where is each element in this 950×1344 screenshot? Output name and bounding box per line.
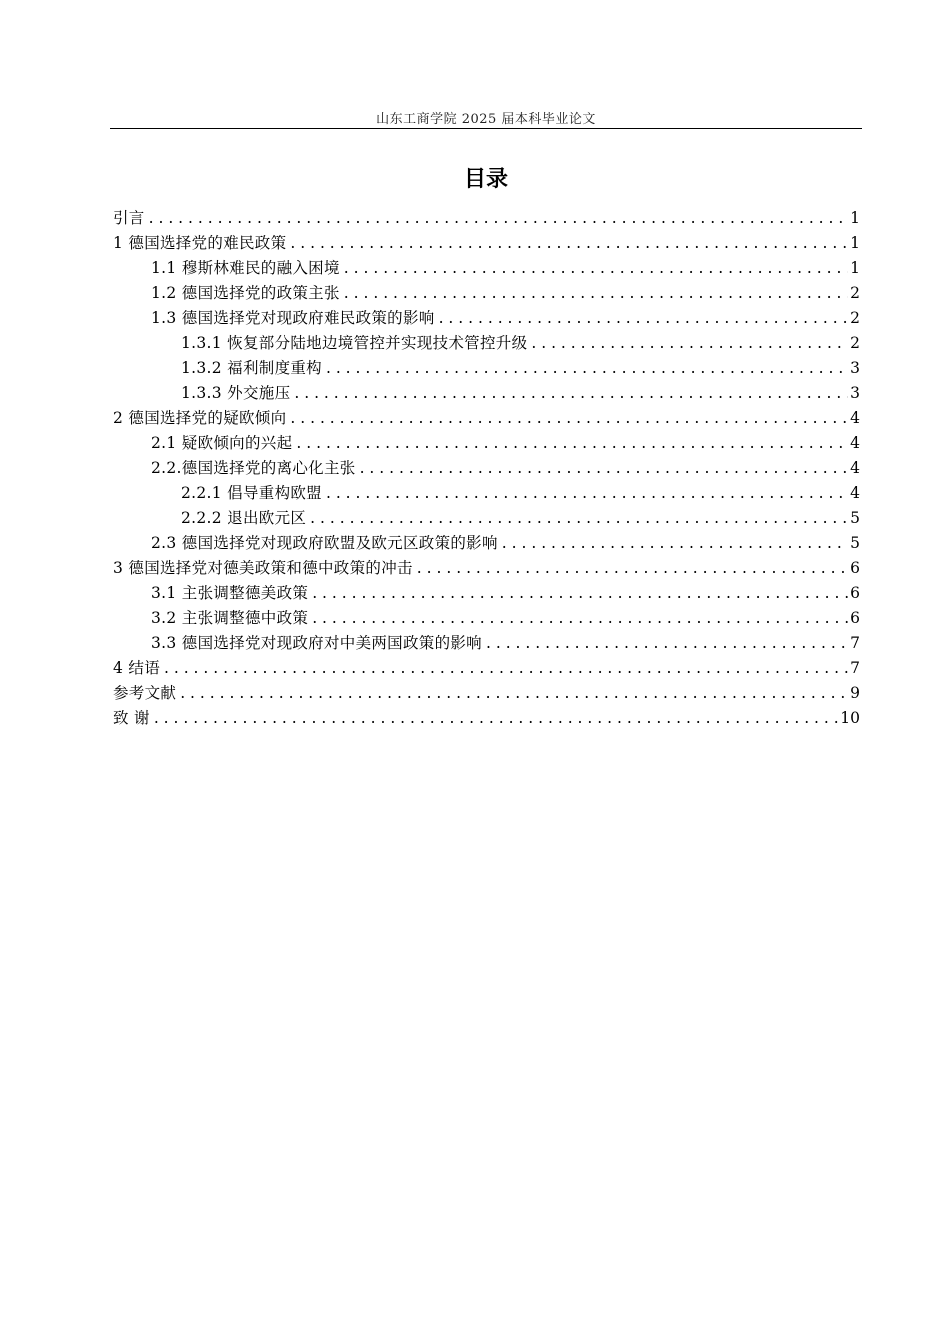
toc-entry-page-number: 6: [850, 584, 860, 602]
toc-entry-page-number: 4: [850, 409, 860, 427]
toc-entry-label: 3.3 德国选择党对现政府对中美两国政策的影响: [151, 634, 482, 652]
toc-entry[interactable]: [113, 331, 860, 356]
dot-leader: [360, 456, 849, 481]
toc-entry[interactable]: [113, 306, 860, 331]
toc-entry-label: 2.2.德国选择党的离心化主张: [151, 459, 356, 477]
toc-entry-label: 3 德国选择党对德美政策和德中政策的冲击: [113, 559, 413, 577]
dot-leader: [344, 256, 848, 281]
toc-entry-page-number: 3: [850, 359, 860, 377]
toc-entry-label: 4 结语: [113, 659, 160, 677]
toc-entry-page-number: 1: [850, 259, 860, 277]
dot-leader: [149, 206, 849, 231]
toc-entry-label: 3.1 主张调整德美政策: [151, 584, 309, 602]
dot-leader: [180, 681, 848, 706]
toc-entry-label: 2.1 疑欧倾向的兴起: [151, 434, 293, 452]
toc-entry-label: 3.2 主张调整德中政策: [151, 609, 309, 627]
toc-entry-page-number: 2: [850, 284, 860, 302]
toc-entry-label: 2 德国选择党的疑欧倾向: [113, 409, 287, 427]
toc-entry[interactable]: [113, 456, 860, 481]
toc-entry-label: 1.2 德国选择党的政策主张: [151, 284, 340, 302]
dot-leader: [439, 306, 849, 331]
toc-entry[interactable]: [113, 256, 860, 281]
toc-entry[interactable]: [113, 581, 860, 606]
dot-leader: [417, 556, 848, 581]
dot-leader: [310, 506, 848, 531]
toc-entry-page-number: 2: [850, 334, 860, 352]
toc-entry[interactable]: [113, 506, 860, 531]
toc-entry-label: 1.1 穆斯林难民的融入困境: [151, 259, 340, 277]
toc-entry-page-number: 2: [850, 309, 860, 327]
dot-leader: [486, 631, 848, 656]
toc-title: 目录: [463, 167, 508, 192]
toc-entry[interactable]: [113, 656, 860, 681]
toc-entry-label: 1.3.1 恢复部分陆地边境管控并实现技术管控升级: [181, 334, 528, 352]
toc-entry-page-number: 5: [850, 509, 860, 527]
dot-leader: [502, 531, 848, 556]
header-rule: [110, 128, 862, 129]
toc-entry-page-number: 10: [840, 709, 860, 727]
toc-entry-page-number: 7: [850, 634, 860, 652]
toc-entry[interactable]: [113, 406, 860, 431]
toc-entry[interactable]: [113, 481, 860, 506]
toc-entry[interactable]: [113, 281, 860, 306]
dot-leader: [154, 706, 838, 731]
toc-entry-page-number: 4: [850, 434, 860, 452]
dot-leader: [294, 381, 848, 406]
dot-leader: [312, 581, 848, 606]
toc-entry-label: 1 德国选择党的难民政策: [113, 234, 287, 252]
toc-entry-page-number: 4: [850, 484, 860, 502]
toc-entry-page-number: 6: [850, 609, 860, 627]
toc-entry[interactable]: [113, 606, 860, 631]
toc-entry-label: 2.3 德国选择党对现政府欧盟及欧元区政策的影响: [151, 534, 498, 552]
toc-entry-label: 1.3.3 外交施压: [181, 384, 291, 402]
toc-entry-page-number: 4: [850, 459, 860, 477]
toc-entry[interactable]: [113, 206, 860, 231]
dot-leader: [312, 606, 848, 631]
toc-entry-label: 1.3 德国选择党对现政府难民政策的影响: [151, 309, 435, 327]
dot-leader: [531, 331, 848, 356]
dot-leader: [290, 231, 848, 256]
dot-leader: [344, 281, 848, 306]
dot-leader: [326, 481, 848, 506]
toc-entry-page-number: 6: [850, 559, 860, 577]
toc-entry[interactable]: [113, 681, 860, 706]
dot-leader: [164, 656, 848, 681]
toc-entry[interactable]: [113, 431, 860, 456]
toc-entry[interactable]: [113, 556, 860, 581]
toc-entry-label: 2.2.2 退出欧元区: [181, 509, 307, 527]
toc-entry-label: 致 谢: [113, 709, 150, 727]
toc-entry[interactable]: [113, 631, 860, 656]
toc-entry[interactable]: [113, 706, 860, 731]
dot-leader: [290, 406, 848, 431]
toc-entry-page-number: 7: [850, 659, 860, 677]
toc-entry[interactable]: [113, 381, 860, 406]
toc-entry-label: 1.3.2 福利制度重构: [181, 359, 322, 377]
dot-leader: [326, 356, 848, 381]
toc-entry-page-number: 3: [850, 384, 860, 402]
toc-entry[interactable]: [113, 231, 860, 256]
running-header: 山东工商学院 2025 届本科毕业论文: [376, 112, 596, 127]
toc-entry[interactable]: [113, 356, 860, 381]
toc-entry-label: 引言: [113, 209, 145, 227]
toc-entry-page-number: 5: [850, 534, 860, 552]
table-of-contents: [113, 206, 860, 731]
dot-leader: [296, 431, 848, 456]
toc-entry-label: 2.2.1 倡导重构欧盟: [181, 484, 322, 502]
toc-entry-label: 参考文献: [113, 684, 177, 702]
toc-entry[interactable]: [113, 531, 860, 556]
toc-entry-page-number: 9: [850, 684, 860, 702]
toc-entry-page-number: 1: [850, 209, 860, 227]
toc-entry-page-number: 1: [850, 234, 860, 252]
